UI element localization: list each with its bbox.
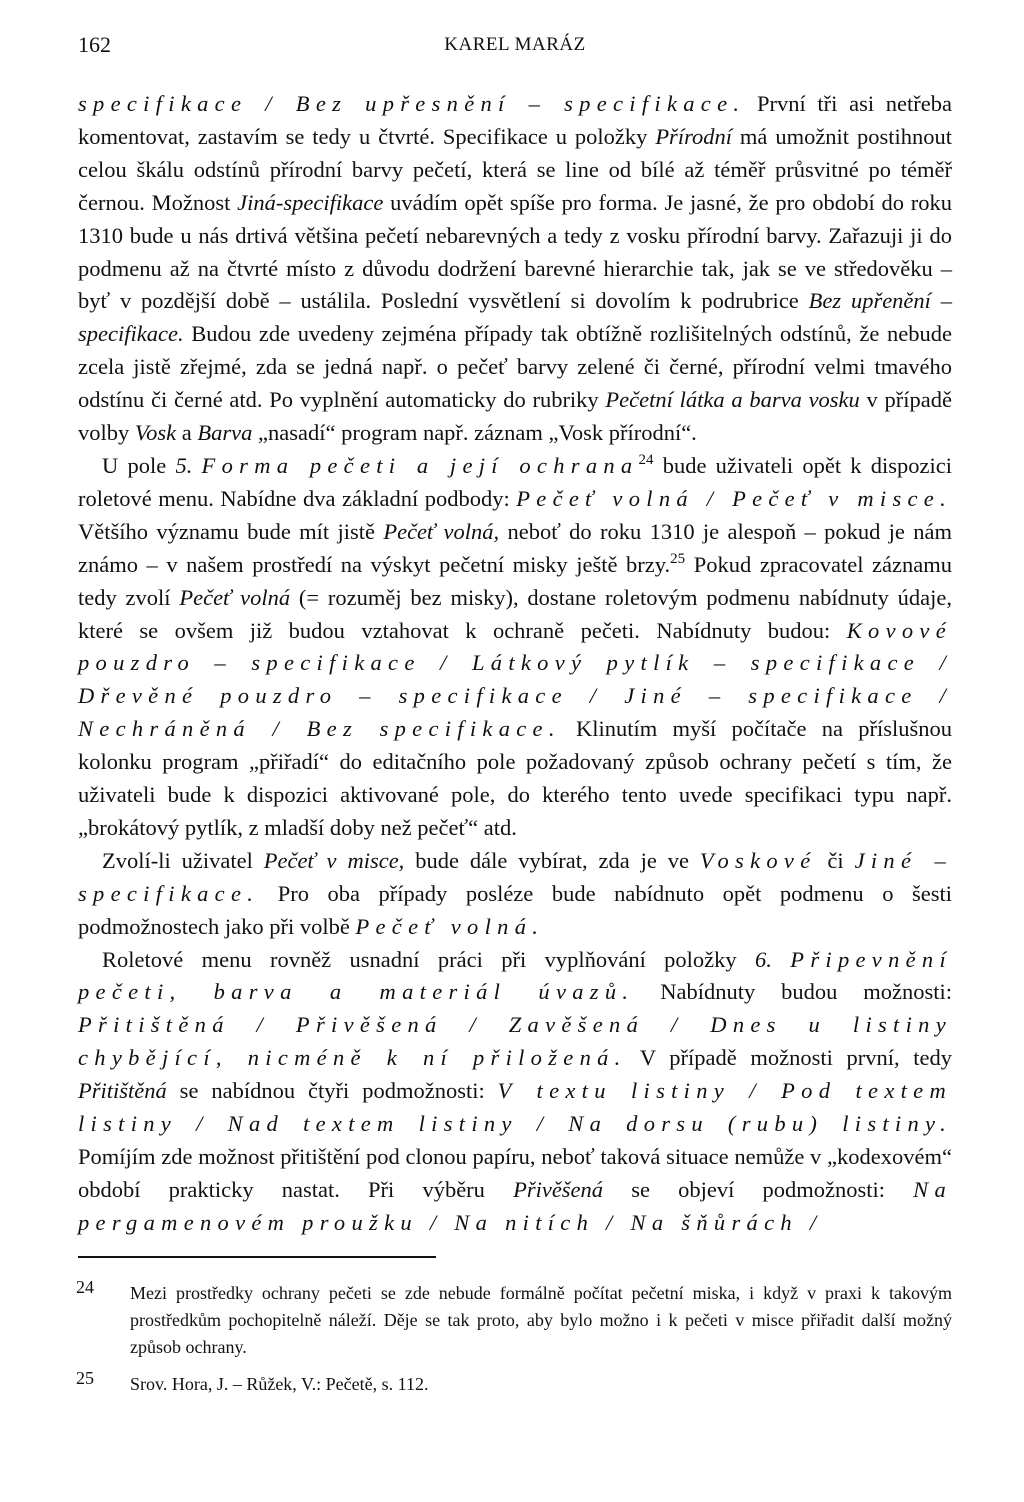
paragraph [78,88,952,450]
text-run: (= rozuměj bez misky), dostane roletovým podmenu nabídnuty údaje, které se ovšem již budou vztahovat k ochraně pečeti. Nabídnuty budou: [78,584,952,643]
spaced-italic-text: Forma pečeti a její ochrana [201,452,639,478]
text-run: uvádím opět spíše pro forma. Je jasné, že pro období do roku 1310 bude u nás drtivá většina pečetí nebarevných a tedy z vosku přírodní barvy. Zařazuji ji do podmenu až na čtvrté místo z důvodu dodržení barevné hierarchie tak, jak se ve středověku – byť v pozdější době – ustálila. Poslední vysvětlení si dovolím k podrubrice [78,189,952,314]
footnote [76,1367,952,1398]
text-run: Roletové menu rovněž usnadní práci při vyplňování položky [102,946,756,972]
spaced-italic-text: specifikace / Bez upřesnění – specifikace. [78,91,746,116]
text-run: má umožnit postihnout celou škálu odstínů přírodní barvy pečetí, která se line od bílé až téměř průsvitné po téměř černou. Možnost [78,123,952,215]
footnote-text: Srov. Hora, J. – Růžek, V.: Pečetě, s. 112. [130,1373,429,1394]
italic-text: 5. [175,452,193,478]
italic-text: Vosk [134,420,177,446]
spaced-italic-text: Na pergamenovém proužku / Na nitích / Na šňůrách / [78,1176,952,1235]
text-run [192,453,201,478]
italic-text: Barva [197,420,253,446]
italic-text: Bez upřenění – specifikace. [78,288,953,347]
italic-text: Přivěšená [513,1176,604,1202]
text-run: Klinutím myší počítače na příslušnou kolonku program „přiřadí“ do editačního pole požadovaný způsob ochrany pečetí s tím, že uživateli bude k dispozici aktivované pole, do kterého tento uvede specifikaci typu např. „brokátový pytlík, z mladší doby než pečeť“ atd. [78,716,952,840]
spaced-italic-text: Voskové [699,847,817,873]
text-run: se nabídnou čtyři podmožnosti: [166,1078,498,1104]
text-run: U pole [102,452,176,478]
italic-text: Pečeť v misce, [263,847,405,873]
book-page [78,28,952,1408]
italic-text: Pečeť volná [179,584,291,610]
spaced-italic-text: Jiné – specifikace. [78,847,952,906]
paragraph [78,944,952,1240]
footnote-separator [78,1256,436,1258]
footnotes [76,1276,952,1398]
text-run: bude uživateli opět k dispozici roletové menu. Nabídne dva základní podbody: [78,452,953,511]
text-run: bude dále vybírat, zda je ve [404,847,700,873]
text-run: Pokud zpracovatel záznamu tedy zvolí [78,551,953,610]
paragraph [78,450,952,845]
text-run: Většího významu bude mít jistě [78,518,384,544]
italic-text: Přírodní [655,123,732,149]
page-header [78,28,952,68]
text-run: či [816,847,855,873]
spaced-italic-text: Připevnění pečeti, barva a materiál úvazů. [78,946,953,1005]
italic-text: Pečeť volná, [383,518,500,544]
footnote-number: 25 [76,1367,94,1388]
spaced-italic-text: V textu listiny / Pod textem listiny / Nad textem listiny / Na dorsu (rubu) listiny. [78,1078,952,1137]
text-run: Pro oba případy posléze bude nabídnuto opět podmenu o šesti podmožnostech jako při volbě [78,880,952,939]
text-run: a [176,420,198,446]
italic-text: Jiná-specifikace [237,189,384,215]
footnote-reference: 24 [638,451,654,468]
text-run: neboť do roku 1310 je alespoň – pokud je nám známo – v našem prostředí na výskyt pečetní misky ještě brzy. [78,518,952,577]
italic-text: Pečetní látka a barva vosku [605,387,860,413]
text-run: První tři asi netřeba komentovat, zastavím se tedy u čtvrté. Specifikace u položky [78,91,952,149]
text-run [772,947,790,972]
text-run: se objeví podmožnosti: [603,1176,914,1202]
page-number: 162 [78,32,111,57]
footnote-number: 24 [76,1276,94,1297]
text-run: V případě možnosti první, tedy [626,1045,952,1071]
spaced-italic-text: Pečeť volná. [355,913,545,939]
text-run: v případě volby [78,387,953,446]
spaced-italic-text: Kovové pouzdro – specifikace / Látkový pytlík – specifikace / Dřevěné pouzdro – specifikace / Jiné – specifikace / Nechráněná / Bez specifikace. [78,617,952,742]
footnote-reference: 25 [670,550,686,567]
paragraph [78,845,952,944]
footnote-text: Mezi prostředky ochrany pečeti se zde nebude formálně počítat pečetní miska, i když v praxi k takovým prostředkům pochopitelně náleží. Děje se tak proto, aby bylo možno i k pečeti v misce přiřadit další možný způsob ochrany. [130,1282,952,1357]
footnote [76,1276,952,1361]
text-run: „nasadí“ program např. záznam „Vosk přírodní“. [252,420,697,446]
body-text [78,88,952,1240]
text-run: Pomíjím zde možnost přitištění pod clonou papíru, neboť taková situace nemůže v „kodexovém“ období prakticky nastat. Při výběru [78,1144,952,1202]
italic-text: Přitištěná [78,1078,167,1104]
text-run: Nabídnuty budou možnosti: [634,979,952,1005]
text-run: Budou zde uvedeny zejména případy tak obtížně rozlišitelných odstínů, že nebude zcela jistě zřejmé, zda se jedná např. o pečeť barvy zelené či černé, přírodní velmi tmavého odstínu či černé atd. Po vyplnění automaticky do rubriky [78,321,952,413]
spaced-italic-text: Pečeť volná / Pečeť v misce. [516,485,952,511]
text-run: Zvolí-li uživatel [102,847,264,873]
spaced-italic-text: Přitištěná / Přivěšená / Zavěšená / Dnes u listiny chybějící, nicméně k ní přiložená. [78,1012,952,1071]
italic-text: 6. [755,946,772,972]
running-head: KAREL MARÁZ [444,34,586,55]
